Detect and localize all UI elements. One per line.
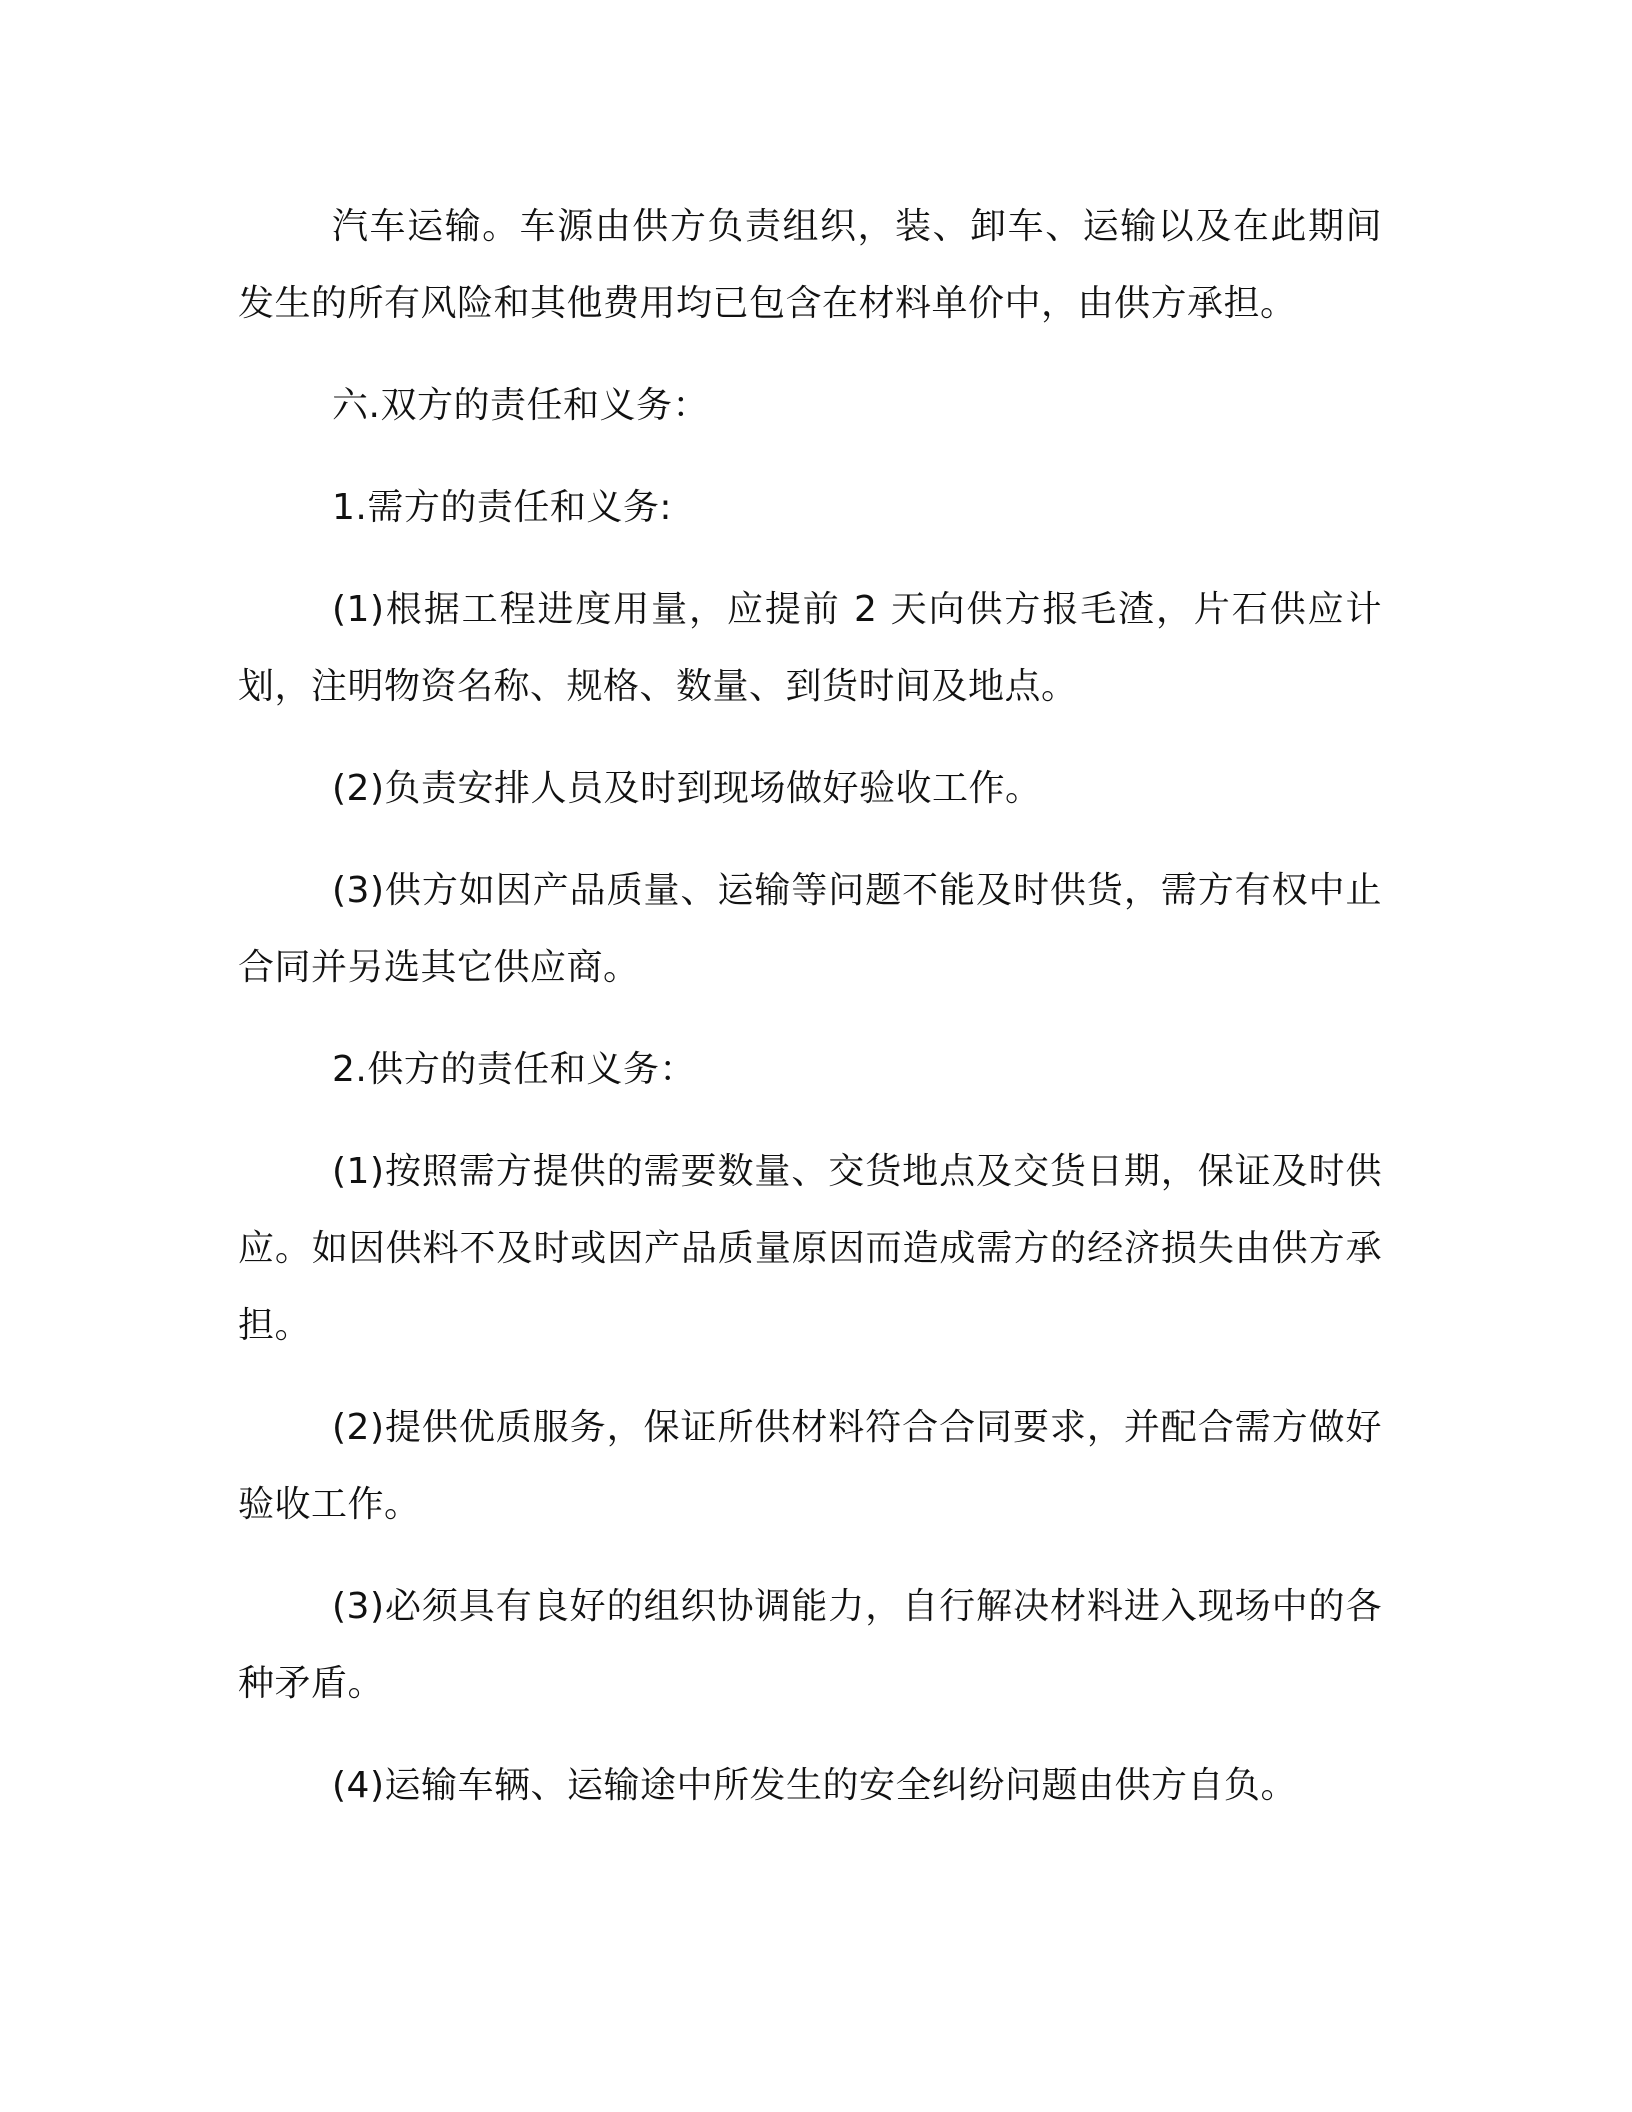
subheading-buyer-duties: 1.需方的责任和义务: [332,487,672,528]
supplier-duty-1: (1)按照需方提供的需要数量、交货地点及交货日期，保证及时供应。如因供料不及时或因产品质量原因而造成需方的经济损失由供方承担。 [238,1151,1382,1346]
supplier-duty-3: (3)必须具有良好的组织协调能力，自行解决材料进入现场中的各种矛盾。 [238,1586,1382,1704]
buyer-duty-3: (3)供方如因产品质量、运输等问题不能及时供货，需方有权中止合同并另选其它供应商。 [238,870,1382,988]
document-body [238,188,1382,1849]
section-heading-responsibilities: 六.双方的责任和义务： [332,385,709,426]
buyer-duty-1: (1)根据工程进度用量，应提前 2 天向供方报毛渣，片石供应计划，注明物资名称、规格、数量、到货时间及地点。 [238,589,1382,707]
paragraph-transport: 汽车运输。车源由供方负责组织，装、卸车、运输以及在此期间发生的所有风险和其他费用均已包含在材料单价中，由供方承担。 [238,206,1382,324]
subheading-supplier-duties: 2.供方的责任和义务： [332,1049,696,1090]
supplier-duty-4: (4)运输车辆、运输途中所发生的安全纠纷问题由供方自负。 [332,1765,1297,1806]
buyer-duty-2: (2)负责安排人员及时到现场做好验收工作。 [332,768,1042,809]
supplier-duty-2: (2)提供优质服务，保证所供材料符合合同要求，并配合需方做好验收工作。 [238,1407,1382,1525]
